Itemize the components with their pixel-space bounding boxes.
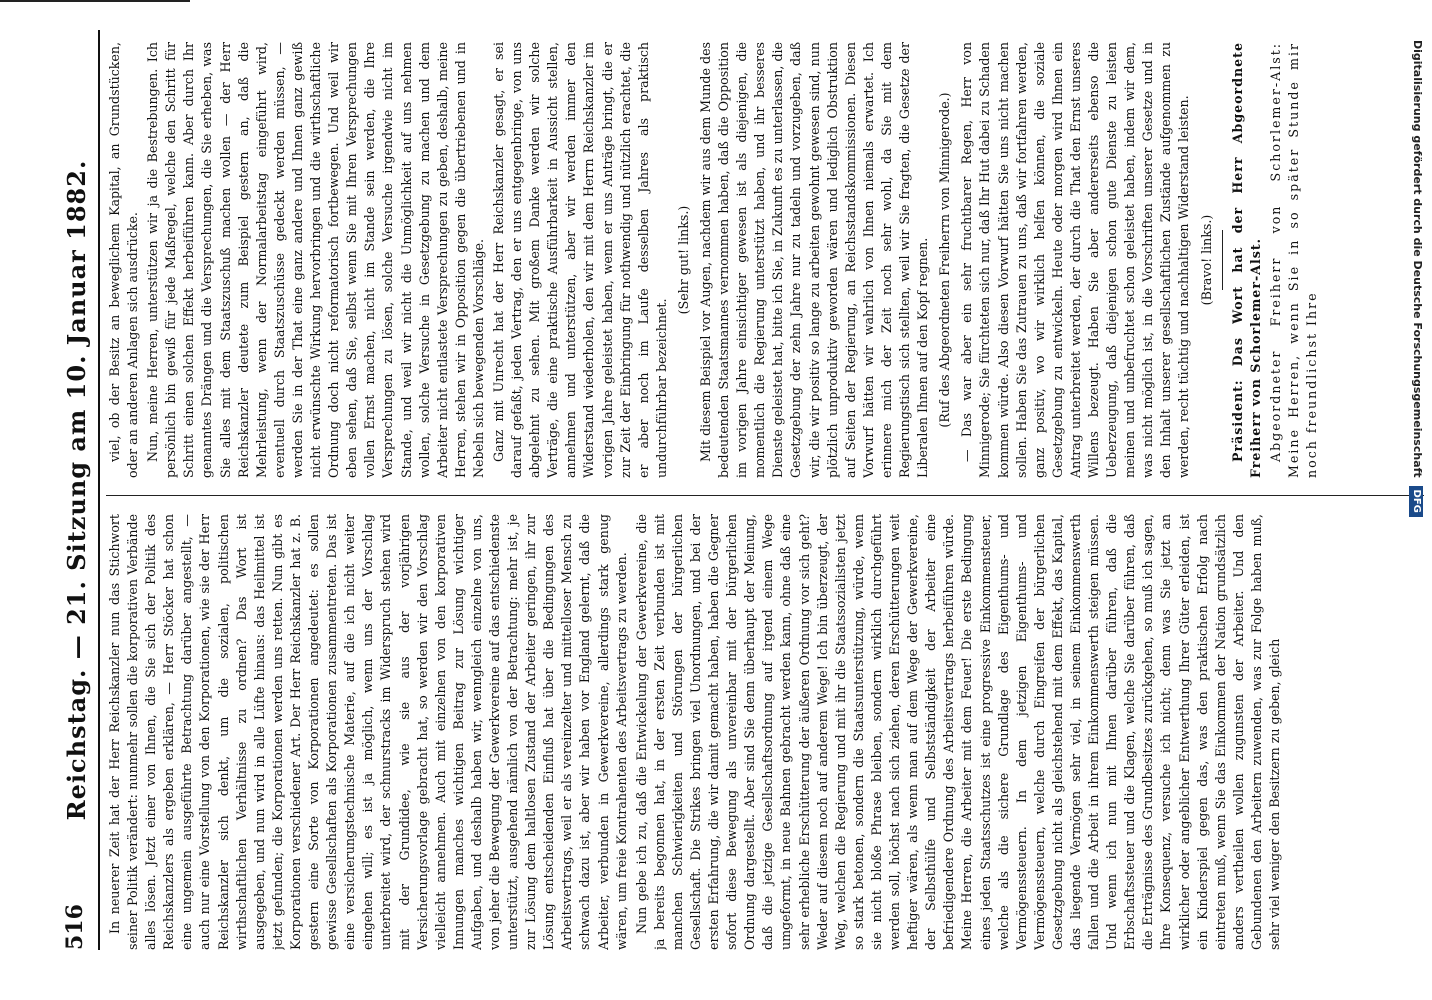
running-head	[58, 30, 100, 950]
interjection-bravo: (Bravo! links.)	[1198, 214, 1214, 306]
running-title: Reichstag. — 21. Sitzung am 10. Januar 1882.	[62, 159, 91, 821]
digitization-credit-text	[1407, 40, 1427, 960]
right-paragraph-1: viel, ob der Besitz an beweglichem Kapital, an Grundstücken, oder an anderen Anlagen sich ausdrücke.	[107, 42, 141, 478]
credit-text: Digitalisierung gefördert durch die Deutsche Forschungsgemeinschaft	[1411, 40, 1424, 478]
dfg-logo: DFG	[1409, 486, 1423, 517]
left-column	[106, 514, 1424, 950]
speaker-opening: Abgeordneter Freiherr von Schorlemer-Alst: Meine Herren, wenn Sie in so später Stunde mir noch freundlichst Ihre	[1267, 42, 1319, 478]
rotated-document	[58, 30, 1424, 950]
digitization-credit	[1407, 40, 1427, 960]
right-paragraph-7: — Das war aber ein sehr fruchtbarer Regen, Herr von Minnigerode; Sie fürchteten sich nur, daß Ihr Hut dabei zu Schaden kommen würde. Also diesen Vorwurf hätten Sie uns nicht machen sollen. Haben Sie das Zutrauen zu uns, daß wir fortfahren werden, ganz positiv, wo wir wirklich helfen können, die soziale Gesetzgebung zu entwickeln. Heute oder morgen wird Ihnen ein Antrag unterbreitet werden, der durch die That den Ernst unseres Willens bezeugt. Haben Sie aber andererseits ebenso die Ueberzeugung, daß diejenigen schon gute Dienste zu leisten meinen und unbefruchtet schon geleistet haben, indem wir dem, was nicht möglich ist, in die Vorschriften unserer Gesetze und in den Inhalt unserer gesellschaftlichen Zustände aufgenommen zu werden, recht tüchtig und nachhaltigen Widerstand leisten.	[959, 42, 1192, 478]
right-paragraph-5: Mit diesem Beispiel vor Augen, nachdem wir aus dem Munde des bedeutenden Staatsmannes vernommen haben, daß die Opposition im vorigen Jahre einsichtiger gewesen ist als diejenigen, die momentlich die Regierung unterstützt haben, und ihr besseres Dienste geleistet hat, bitte ich Sie, in Zukunft es zu unterlassen, die Gesetzgebung der zehn Jahre nur zu tadeln und vorzugeben, daß wir, die wir positiv so lange zu arbeiten gewohnt gewesen sind, nun plötzlich unproduktiv geworden wären und lediglich Obstruktion auf Seiten der Regierung, an Reichsstandskommissionen. Diesen Vorwurf hätten wir wahrlich von Ihnen niemals erwartet. Ich erinnere mich der Zeit noch sehr wohl, da Sie mit dem Regierungstisch sich stellten, weil wir Sie fragten, die Gesetze der Liberalen Ihnen auf den Kopf regnen.	[698, 42, 931, 478]
top-edge-rule	[0, 0, 190, 2]
text-columns	[106, 30, 1424, 950]
president-statement: Präsident: Das Wort hat der Herr Abgeordnete Freiherr von Schorlemer-Alst.	[1229, 42, 1263, 478]
left-paragraph-1: In neuerer Zeit hat der Herr Reichskanzler nun das Stichwort seiner Politik verändert: nunmehr sollen die korporativen Verbände alles lösen. Jetzt einer von Ihnen, die Sie sich der Politik des Reichskanzlers als ergeben erklären, — Herr Stöcker hat schon eine ungemein ausgeführte Betrachtung darüber angestellt, — auch nur eine Vorstellung von den Korporationen, wie sie der Herr Reichskanzler sich denkt, um die sozialen, politischen wirthschaftlichen Verhältnisse zu ordnen? Das Wort ist ausgegeben, und nun wird in alle Lüfte hinaus: das Heilmittel ist jetzt gefunden; die Korporationen werden uns retten. Nun gibt es Korporationen verschiedener Art. Der Herr Reichskanzler hat z. B. gestern eine Sorte von Korporationen angedeutet: es sollen gewisse Gesellschaften als Korporationen zusammentreten. Das ist eine versicherungstechnische Materie, auf die ich nicht weiter eingehen will; es ist ja möglich, wenn uns der Vorschlag unterbreitet wird, der schnurstracks im Widerspruch stehen wird mit der Grundidee, wie sie aus der vorjährigen Versicherungsvorlage gebracht hat, so werden wir den Vorschlag vielleicht annehmen. Auch mit einzelnen von den korporativen Innungen manches wichtigen Beitrag zur Lösung wichtiger Aufgaben, und deshalb haben wir, wenngleich einzelne von uns, von jeher die Bewegung der Gewerkvereine auf das entschiedenste unterstützt, ausgehend nämlich von der Betrachtung: mehr ist, je zur Lösung dem haltlosen Zustand der Arbeiter geringen, ihr zur Lösung entscheidenden Einfluß hat über die Bedingungen des Arbeitsvertrags, weil er als vereinzelter und mittelloser Mensch zu schwach dazu ist, aber wir haben vor England gelernt, daß die Arbeiter, verbunden in Gewerkvereine, allerdings stark genug wären, um freie Kontrahenten des Arbeitsvertrags zu werden.	[107, 514, 629, 950]
page-number: 516	[62, 904, 88, 950]
interjection-sehr-gut: (Sehr gut! links.)	[675, 205, 691, 315]
column-divider	[106, 495, 1424, 496]
interjection-ruf: (Ruf des Abgeordneten Freiherrn von Minnigerode.)	[937, 92, 953, 428]
section-rule	[1222, 230, 1223, 290]
right-column	[106, 42, 1424, 478]
right-paragraph-3: Ganz mit Unrecht hat der Herr Reichskanzler gesagt, er sei darauf gefaßt, jeden Vertrag, den er uns entgegenbringe, von uns abgelehnt zu sehen. Mit großem Danke werden wir solche Verträge, die eine praktische Ausführbarkeit in Aussicht stellen, annehmen und unterstützen, aber wir werden immer den Widerstand wiederholen, den wir mit dem Herrn Reichskanzler im vorigen Jahre geleistet haben, wenn er uns Anträge bringt, die er zur Zeit der Einbringung für nothwendig und nützlich erachtet, die er aber noch im Laufe desselben Jahres als praktisch undurchführbar bezeichnet.	[490, 42, 669, 478]
right-paragraph-2: Nun, meine Herren, unterstützen wir ja die Bestrebungen. Ich persönlich bin gewiß für jede Maßregel, welche den Schritt für Schritt einen solchen Effekt herbeiführen kann. Aber durch Ihr genanntes Drängen und die Versprechungen, die Sie erheben, was Sie alles mit dem Staatszuschuß machen wollen — der Herr Reichskanzler deutete zum Beispiel gestern an, daß die Mehrleistung, wenn der Normalarbeitstag eingeführt wird, eventuell durch Staatszuschüsse gedeckt werden müssen, — werden Sie in der That eine ganz andere und Ihnen ganz gewiß nicht erwünschte Wirkung hervorbringen und die wirthschaftliche Ordnung doch nicht reformatorisch fortbewegen. Und weil wir eben sehen, daß Sie, selbst wenn Sie mit Ihren Versprechungen vollen Ernst machen, nicht im Stande sein werden, die Ihre Versprechungen zu lösen, solche Versuche irgendwie nicht im Stande, und weil wir nicht die Unmöglichkeit auf uns nehmen wollen, solche Versuche in Gesetzgebung zu machen und dem Arbeiter nicht entlastete Versprechungen zu geben, deshalb, meine Herren, stehen wir in Opposition gegen die übertriebenen und in Nebeln sich bewegenden Vorschläge.	[145, 42, 486, 478]
left-paragraph-2: Nun gebe ich zu, daß die Entwickelung der Gewerkvereine, die ja bereits begonnen hat, in der ersten Zeit verbunden ist mit manchen Schwierigkeiten und Störungen der bürgerlichen Gesellschaft. Die Strikes bringen viel Unordnungen, und bei der ersten Erfahrung, die wir damit gemacht haben, haben die Gegner sofort diese Bewegung als unvereinbar mit der bürgerlichen Ordnung dargestellt. Aber sind Sie denn überhaupt der Meinung, daß die jetzige Gesellschaftsordnung auf irgend einem Wege umgeformt, in neue Bahnen gebracht werden kann, ohne daß eine sehr erhebliche Erschütterung der äußeren Ordnung vor sich geht? Weder auf diesem noch auf anderem Wege! Ich bin überzeugt, der Weg, welchen die Regierung und mit ihr die Staatssozialisten jetzt so stark betonen, sondern die Staatsunterstützung, würde, wenn sie nicht bloße Phrase bleiben, sondern wirklich durchgeführt werden soll, höchst nach sich ziehen, deren Erschütterungen weit heftiger wären, als wenn man auf dem Wege der Gewerkvereine, der Selbsthülfe und Selbstständigkeit der Arbeiter eine befriedigendere Ordnung des Arbeitsvertrags herbeiführen würde. Meine Herren, die Arbeiter mit dem Feuer! Die erste Bedingung eines jeden Staatsschutzes ist eine progressive Einkommensteuer, welche als die sichere Grundlage des Eigenthums- und Vermögenssteuern. In dem jetzigen Eigenthums- und Vermögenssteuern, welche durch Eingreifen der bürgerlichen Gesetzgebung nicht als gleichstehend mit dem Effekt, das Kapital, das liegende Vermögen sehr viel, in seinem Einkommenswerth fallen und die Arbeit in ihrem Einkommenswerth steigen müssen. Und wenn ich nun mit Ihnen darüber führen, daß die Erbschaftssteuer und die Klagen, welche Sie darüber führen, daß die Erträgnisse des Grundbesitzes zurückgehen, so muß ich sagen, Ihre Konsequenz, versuche ich nicht; denn was Sie jetzt an wirklicher oder angeblicher Entwerthung Ihrer Güter erleiden, ist ein Kinderspiel gegen das, was den praktischen Erfolg nach eintreten muß, wenn Sie das Einkommen der Nation grundsätzlich anders vertheilen wollen zugunsten der Arbeiter. Und den Gebundenen den Arbeitern zuwenden, was zur Folge haben muß, sehr viel weniger den Besitzern zu geben, gleich	[633, 514, 1282, 950]
